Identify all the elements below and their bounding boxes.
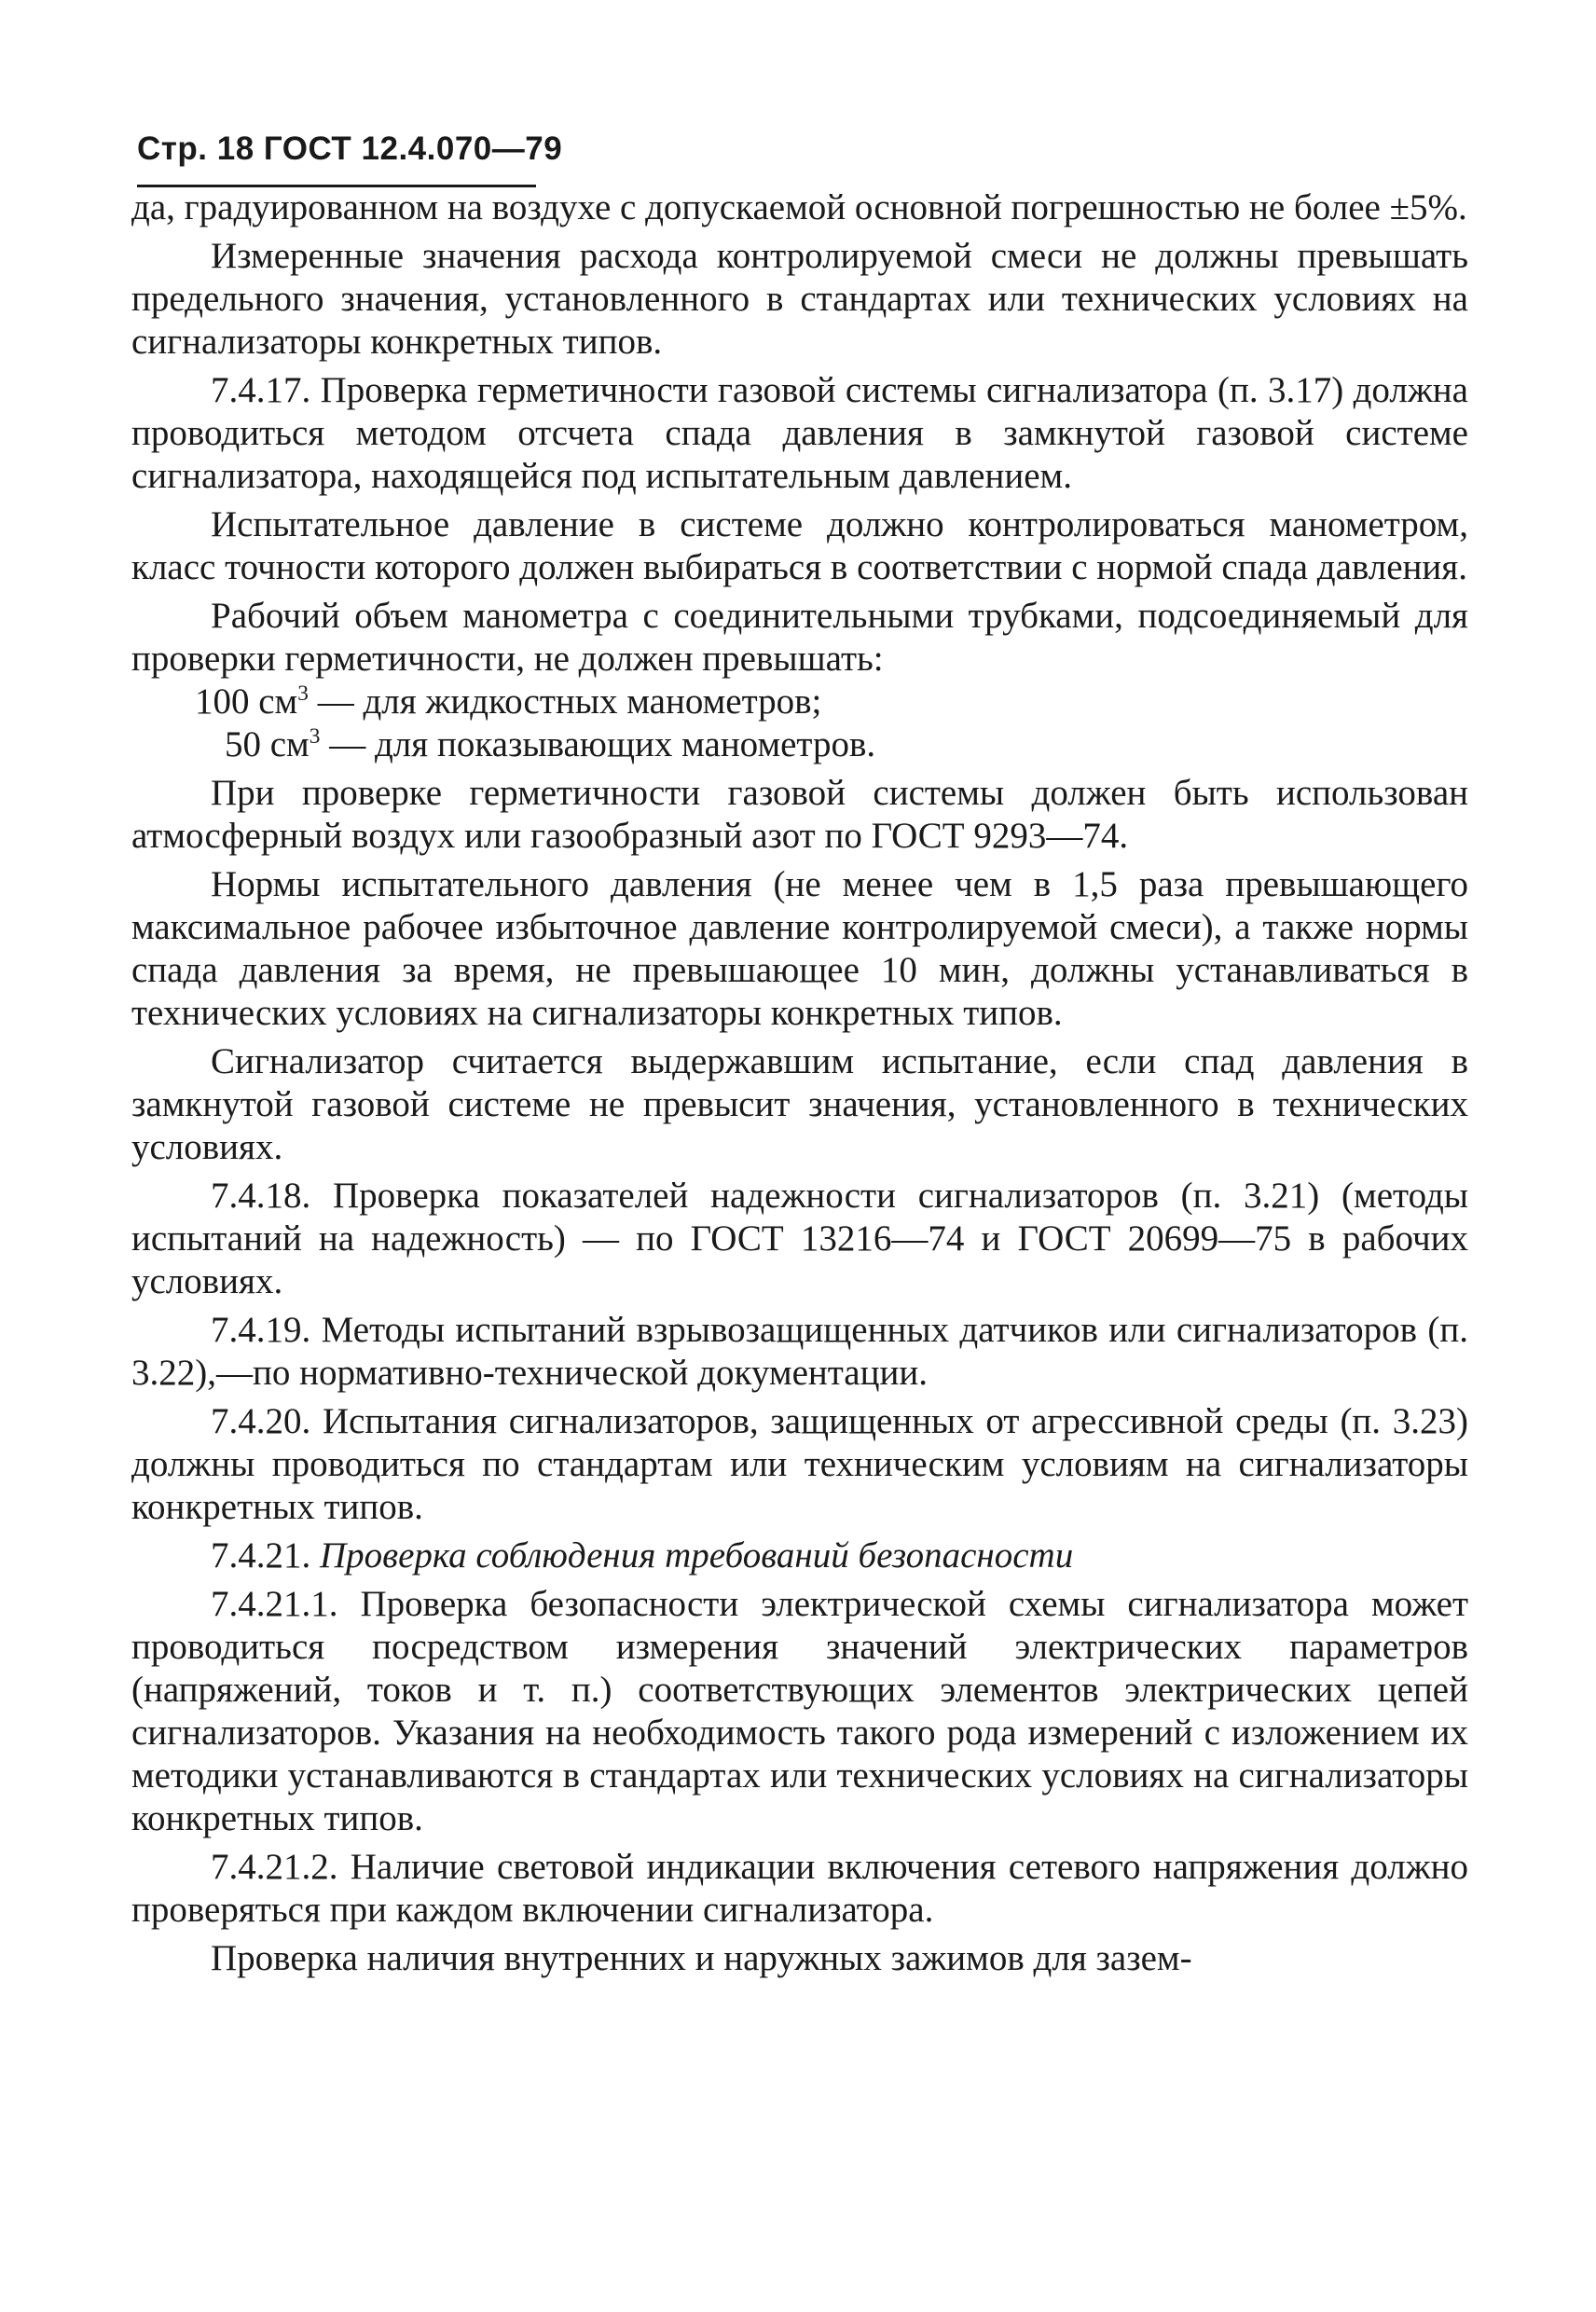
list-item-text: — для показывающих манометров. xyxy=(320,724,876,764)
paragraph-7-4-17: 7.4.17. Проверка герметичности газовой системы сигнализатора (п. 3.17) должна проводиться методом отсчета спада давления в замкнутой газовой системе сигнализатора, находящейся под испытательным давлением. xyxy=(131,370,1468,496)
paragraph-2: Измеренные значения расхода контролируемой смеси не должны превышать предельного значения, установленного в стандартах или технических условиях на сигнализаторы конкретных типов. xyxy=(131,236,1468,362)
paragraph-7-4-18: 7.4.18. Проверка показателей надежности сигнализаторов (п. 3.21) (методы испытаний на надежность) — по ГОСТ 13216—74 и ГОСТ 20699—75 в рабочих условиях. xyxy=(131,1176,1468,1301)
section-title: Проверка соблюдения требований безопасности xyxy=(320,1535,1074,1576)
paragraph-test-passed: Сигнализатор считается выдержавшим испытание, если спад давления в замкнутой газовой системе не превысит значения, установленного в технических условиях. xyxy=(131,1041,1468,1167)
document-body xyxy=(131,186,1468,1980)
section-heading-7-4-21 xyxy=(131,1534,1468,1577)
paragraph-7-4-21-2: 7.4.21.2. Наличие световой индикации включения сетевого напряжения должно проверяться при каждом включении сигнализатора. xyxy=(131,1847,1468,1930)
list-item-indicating-manometers xyxy=(131,723,1468,766)
paragraph-7-4-19: 7.4.19. Методы испытаний взрывозащищенных датчиков или сигнализаторов (п. 3.22),—по нормативно-технической документации. xyxy=(131,1310,1468,1393)
paragraph-pressure-norms: Нормы испытательного давления (не менее чем в 1,5 раза превышающего максимальное рабочее избыточное давление контролируемой смеси), а также нормы спада давления за время, не превышающее 10 мин, должны устанавливаться в технических условиях на сигнализаторы конкретных типов. xyxy=(131,864,1468,1033)
page-header: Стр. 18 ГОСТ 12.4.070—79 xyxy=(137,131,563,167)
list-item-text: — для жидкостных манометров; xyxy=(308,681,822,722)
paragraph-manometer-volume: Рабочий объем манометра с соединительными трубками, подсоединяемый для проверки герметичности, не должен превышать: xyxy=(131,596,1468,679)
list-item-liquid-manometers xyxy=(131,681,1468,723)
paragraph-1: да, градуированном на воздухе с допускаемой основной погрешностью не более ±5%. xyxy=(131,187,1467,227)
paragraph-7-4-20: 7.4.20. Испытания сигнализаторов, защищенных от агрессивной среды (п. 3.23) должны проводиться по стандартам или техническим условиям на сигнализаторы конкретных типов. xyxy=(131,1401,1468,1527)
superscript: 3 xyxy=(297,681,309,706)
list-item-value: 100 см xyxy=(195,681,298,722)
paragraph-test-pressure: Испытательное давление в системе должно контролироваться манометром, класс точности которого должен выбираться в соответствии с нормой спада давления. xyxy=(131,504,1468,587)
superscript: 3 xyxy=(309,724,321,749)
paragraph-air-nitrogen: При проверке герметичности газовой системы должен быть использован атмосферный воздух или газообразный азот по ГОСТ 9293—74. xyxy=(131,773,1468,856)
paragraph-7-4-21-1: 7.4.21.1. Проверка безопасности электрической схемы сигнализатора может проводиться посредством измерения значений электрических параметров (напряжений, токов и т. п.) соответствующих элементов электрических цепей сигнализаторов. Указания на необходимость такого рода измерений с изложением их методики устанавливаются в стандартах или технических условиях на сигнализаторы конкретных типов. xyxy=(131,1584,1468,1838)
section-number: 7.4.21. xyxy=(211,1535,320,1576)
list-item-value: 50 см xyxy=(225,724,310,764)
paragraph-grounding: Проверка наличия внутренних и наружных зажимов для зазем- xyxy=(211,1938,1192,1978)
